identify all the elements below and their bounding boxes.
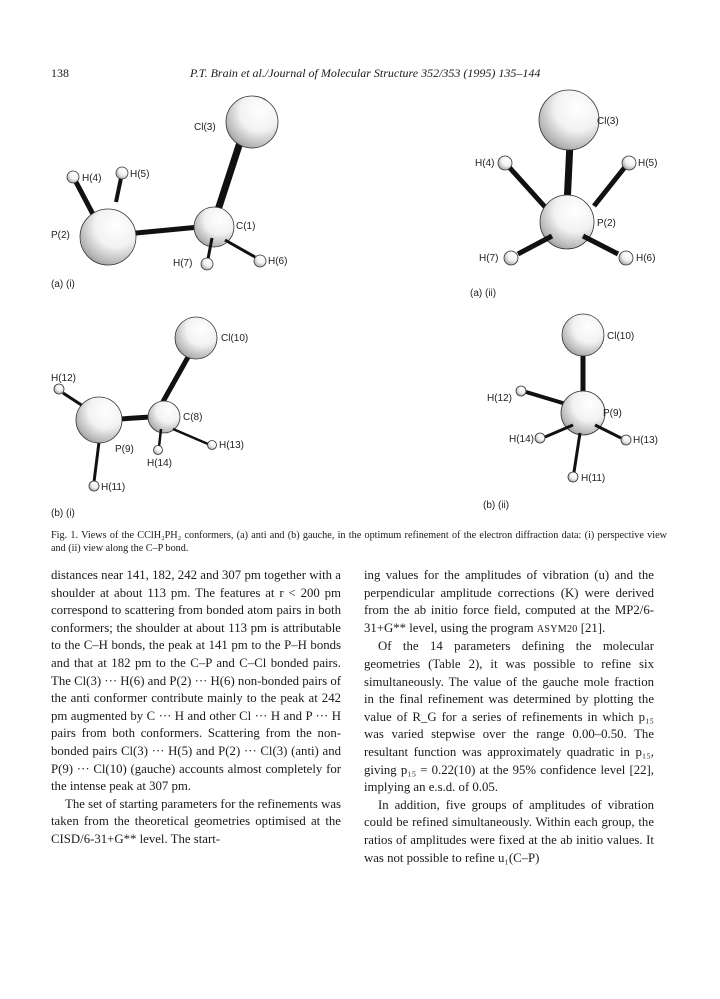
label-p2-ii: P(2) bbox=[597, 218, 616, 229]
atom-h6 bbox=[254, 255, 266, 267]
atom-h13-ii bbox=[621, 435, 631, 445]
label-cl10-ii: Cl(10) bbox=[607, 331, 635, 342]
atom-h14 bbox=[154, 446, 163, 455]
label-h5: H(5) bbox=[130, 169, 150, 180]
paragraph-text: ing values for the amplitudes of vibration (u) and the perpendicular amplitude corrections (K) were derived from the ab initio force field, computed at the MP2/6-31+G** level, using the program bbox=[364, 568, 654, 635]
paragraph: The set of starting parameters for the refinements was taken from the theoretical geometries optimised at the CISD/6-31+G** level. The start- bbox=[51, 796, 341, 846]
bond-h5-ii bbox=[594, 167, 625, 206]
panel-a-i bbox=[51, 96, 287, 290]
panel-label-a-ii: (a) (ii) bbox=[470, 288, 497, 299]
label-h6: H(6) bbox=[268, 256, 288, 267]
label-h4-ii: H(4) bbox=[475, 158, 495, 169]
label-h7: H(7) bbox=[173, 258, 193, 269]
label-h11-ii: H(11) bbox=[581, 473, 606, 484]
label-h4: H(4) bbox=[82, 173, 102, 184]
program-name: ASYM20 bbox=[536, 623, 578, 635]
panel-label-a-i: (a) (i) bbox=[51, 279, 75, 290]
atom-cl10-ii bbox=[562, 314, 604, 356]
paragraph: Of the 14 parameters defining the molecular geometries (Table 2), it was possible to refine six simultaneously. The value of the gauche mole fraction in the final refinement was determined by plotting the value of R_G for a series of refinements in which p₁₅ was varied stepwise over the range 0.00–0.50. The resultant function was approximately quadratic in p₁₅, giving p₁₅ = 0.22(10) at the 95% confidence level [22], implying an e.s.d. of 0.05. bbox=[364, 639, 654, 795]
running-head: P.T. Brain et al./Journal of Molecular Structure 352/353 (1995) 135–144 bbox=[190, 66, 541, 80]
text-column-left bbox=[51, 567, 341, 849]
paragraph: distances near 141, 182, 242 and 307 pm together with a shoulder at about 113 pm. The features at r < 200 pm correspond to scattering from bonded atom pairs in both conformers; the shoulder at about 113 pm is attributable to the C–H bonds, the peak at 141 pm to the P–H bonds and that at 182 pm to the C–P and C–Cl bonded pairs. The Cl(3) ··· H(6) and P(2) ··· H(6) non-bonded pairs of the anti conformer contribute mainly to the peak at 242 pm augmented by C ··· H and other Cl ··· H and P ··· H pairs from both conformers. Scattering from the non-bonded pairs Cl(3) ··· H(5) and P(2) ··· Cl(3) (anti) and P(9) ··· Cl(10) (gauche) accounts almost completely for the intense peak at 307 pm. bbox=[51, 568, 341, 794]
label-h5-ii: H(5) bbox=[638, 158, 658, 169]
label-h12-ii: H(12) bbox=[487, 393, 513, 404]
label-h7-ii: H(7) bbox=[479, 253, 499, 264]
atom-h5 bbox=[116, 167, 128, 179]
label-cl10: Cl(10) bbox=[221, 333, 249, 344]
panel-b-i bbox=[51, 317, 248, 519]
panel-label-b-ii: (b) (ii) bbox=[483, 500, 510, 511]
atom-cl3 bbox=[226, 96, 278, 148]
panel-label-b-i: (b) (i) bbox=[51, 508, 75, 519]
atom-h11-ii bbox=[568, 472, 578, 482]
label-cl3: Cl(3) bbox=[194, 122, 216, 133]
panel-b-ii bbox=[483, 314, 658, 511]
label-c1: C(1) bbox=[236, 221, 256, 232]
atom-h6-ii bbox=[619, 251, 633, 265]
atom-h4-ii bbox=[498, 156, 512, 170]
bond-c8-cl10 bbox=[160, 350, 192, 407]
bond-h12-ii bbox=[526, 392, 566, 404]
label-h13-ii: H(13) bbox=[633, 435, 659, 446]
atom-h7-ii bbox=[504, 251, 518, 265]
figure-caption: Fig. 1. Views of the CClH₂PH₂ conformers, (a) anti and (b) gauche, in the optimum refinement of the electron diffraction data: (i) perspective view and (ii) view along the C–P bond. bbox=[51, 530, 667, 554]
bond-c1-h6 bbox=[225, 240, 255, 257]
page-number: 138 bbox=[51, 66, 69, 80]
panel-a-ii bbox=[470, 90, 657, 299]
citation: [21]. bbox=[577, 620, 606, 635]
bond-h7-ii bbox=[518, 236, 552, 254]
atom-p2-ii bbox=[540, 195, 594, 249]
label-h12: H(12) bbox=[51, 373, 77, 384]
atom-h13 bbox=[208, 441, 217, 450]
atom-cl10 bbox=[175, 317, 217, 359]
paragraph bbox=[364, 567, 654, 638]
bond-c8-h13 bbox=[173, 429, 208, 444]
bond-h13-ii bbox=[595, 425, 621, 438]
label-h6-ii: H(6) bbox=[636, 253, 656, 264]
atom-h14-ii bbox=[535, 433, 545, 443]
atom-h4 bbox=[67, 171, 79, 183]
label-c8: C(8) bbox=[183, 412, 203, 423]
label-cl3-ii: Cl(3) bbox=[597, 116, 619, 127]
atom-p2 bbox=[80, 209, 136, 265]
label-h14-ii: H(14) bbox=[509, 434, 535, 445]
paragraph: In addition, five groups of amplitudes of vibration could be refined simultaneously. Within each group, the ratios of amplitudes were fixed at the ab initio values. It was not possible to refine u₁(C–P) bbox=[364, 797, 654, 865]
label-h14: H(14) bbox=[147, 458, 173, 469]
atom-p9 bbox=[76, 397, 122, 443]
atom-h11 bbox=[89, 481, 99, 491]
bond-h6-ii bbox=[583, 236, 618, 254]
label-p9: P(9) bbox=[115, 444, 134, 455]
bond-h14-ii bbox=[545, 425, 573, 437]
atom-h7 bbox=[201, 258, 213, 270]
atom-h12-ii bbox=[516, 386, 526, 396]
atom-h12 bbox=[54, 384, 64, 394]
atom-h5-ii bbox=[622, 156, 636, 170]
atom-cl3-ii bbox=[539, 90, 599, 150]
label-p9-ii: P(9) bbox=[603, 408, 622, 419]
label-h13: H(13) bbox=[219, 440, 245, 451]
label-p2: P(2) bbox=[51, 230, 70, 241]
bond-p2-h5 bbox=[116, 178, 121, 202]
bond-p9-h11 bbox=[94, 442, 99, 482]
atom-c8 bbox=[148, 401, 180, 433]
label-h11: H(11) bbox=[101, 482, 126, 493]
bond-h11-ii bbox=[574, 433, 580, 472]
bond-h4-ii bbox=[509, 167, 546, 208]
text-column-right bbox=[364, 567, 654, 867]
